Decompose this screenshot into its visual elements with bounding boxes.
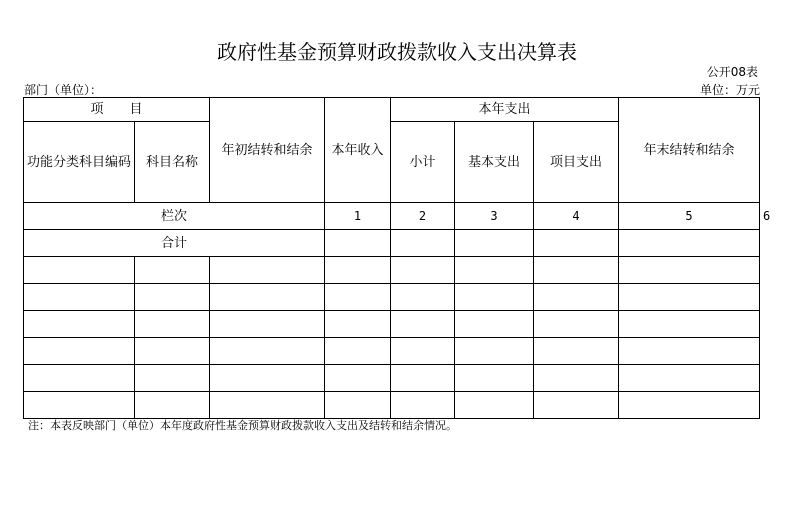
table-cell: [534, 284, 619, 311]
table-cell: [619, 257, 760, 284]
table-cell: [391, 257, 455, 284]
column-number-2: 2: [391, 203, 455, 230]
table-cell: [391, 284, 455, 311]
table-row: [24, 284, 760, 311]
table-cell: [135, 392, 210, 419]
table-cell: [325, 365, 391, 392]
table-cell: [325, 230, 391, 257]
table-cell: [135, 257, 210, 284]
table-cell: [455, 365, 534, 392]
column-number-5: 5: [619, 203, 760, 230]
table-cell: [325, 338, 391, 365]
total-row: [24, 230, 760, 257]
table-cell: [619, 392, 760, 419]
column-index-label: 栏次: [24, 203, 325, 230]
table-cell: [325, 392, 391, 419]
table-cell: [619, 338, 760, 365]
table-cell: [24, 365, 135, 392]
table-cell: [534, 311, 619, 338]
header-begin-balance: 年初结转和结余: [210, 98, 325, 203]
table-row: [24, 365, 760, 392]
table-cell: [391, 230, 455, 257]
header-item: 项 目: [24, 98, 210, 122]
table-cell: [534, 338, 619, 365]
table-cell: [455, 257, 534, 284]
table-row: [24, 338, 760, 365]
table-cell: [135, 365, 210, 392]
department-label: 部门（单位）：: [24, 83, 103, 97]
table-cell: [619, 365, 760, 392]
table-row: [24, 257, 760, 284]
table-cell: [534, 257, 619, 284]
table-cell: [391, 365, 455, 392]
header-expense-group: 本年支出: [391, 98, 619, 122]
table-cell: [534, 392, 619, 419]
table-cell: [24, 392, 135, 419]
footnote: 注：本表反映部门（单位）本年度政府性基金预算财政拨款收入支出及结转和结余情况。: [28, 419, 457, 432]
table-cell: [619, 284, 760, 311]
column-index-row: 栏次 1 2 3 4 5 6: [24, 203, 760, 230]
table-cell: [455, 230, 534, 257]
table-cell: [619, 230, 760, 257]
table-cell: [210, 392, 325, 419]
table-cell: [135, 338, 210, 365]
header-row-1: [24, 98, 760, 122]
table-cell: [534, 365, 619, 392]
table-cell: [455, 338, 534, 365]
table-cell: [325, 284, 391, 311]
table-cell: [210, 338, 325, 365]
table-cell: [534, 230, 619, 257]
table-cell: [135, 284, 210, 311]
table-cell: [391, 338, 455, 365]
header-subtotal: 小计: [391, 122, 455, 203]
table-cell: [210, 365, 325, 392]
table-cell: [455, 392, 534, 419]
table-cell: [24, 257, 135, 284]
table-cell: [325, 257, 391, 284]
column-number-4: 4: [534, 203, 619, 230]
page-title: 政府性基金预算财政拨款收入支出决算表: [217, 40, 577, 64]
total-label: 合计: [24, 230, 325, 257]
header-project: 项目支出: [534, 122, 619, 203]
table-cell: [455, 284, 534, 311]
budget-table: [23, 97, 771, 419]
header-income: 本年收入: [325, 98, 391, 203]
table-row: [24, 392, 760, 419]
table-cell: [210, 284, 325, 311]
table-cell: [210, 311, 325, 338]
table-cell: [24, 284, 135, 311]
column-number-3: 3: [455, 203, 534, 230]
table-cell: [210, 257, 325, 284]
table-cell: [391, 392, 455, 419]
header-end-balance: 年末结转和结余: [619, 98, 760, 203]
table-cell: [135, 311, 210, 338]
table-cell: [391, 311, 455, 338]
table-cell: [24, 311, 135, 338]
header-basic: 基本支出: [455, 122, 534, 203]
table-cell: [325, 311, 391, 338]
form-number: 公开08表: [706, 65, 758, 79]
table-row: [24, 311, 760, 338]
header-subject-name: 科目名称: [135, 122, 210, 203]
table-cell: [619, 311, 760, 338]
header-func-code: 功能分类科目编码: [24, 122, 135, 203]
unit-label: 单位：万元: [699, 83, 760, 97]
table-cell: [24, 338, 135, 365]
table-cell: [455, 311, 534, 338]
column-number-1: 1: [325, 203, 391, 230]
